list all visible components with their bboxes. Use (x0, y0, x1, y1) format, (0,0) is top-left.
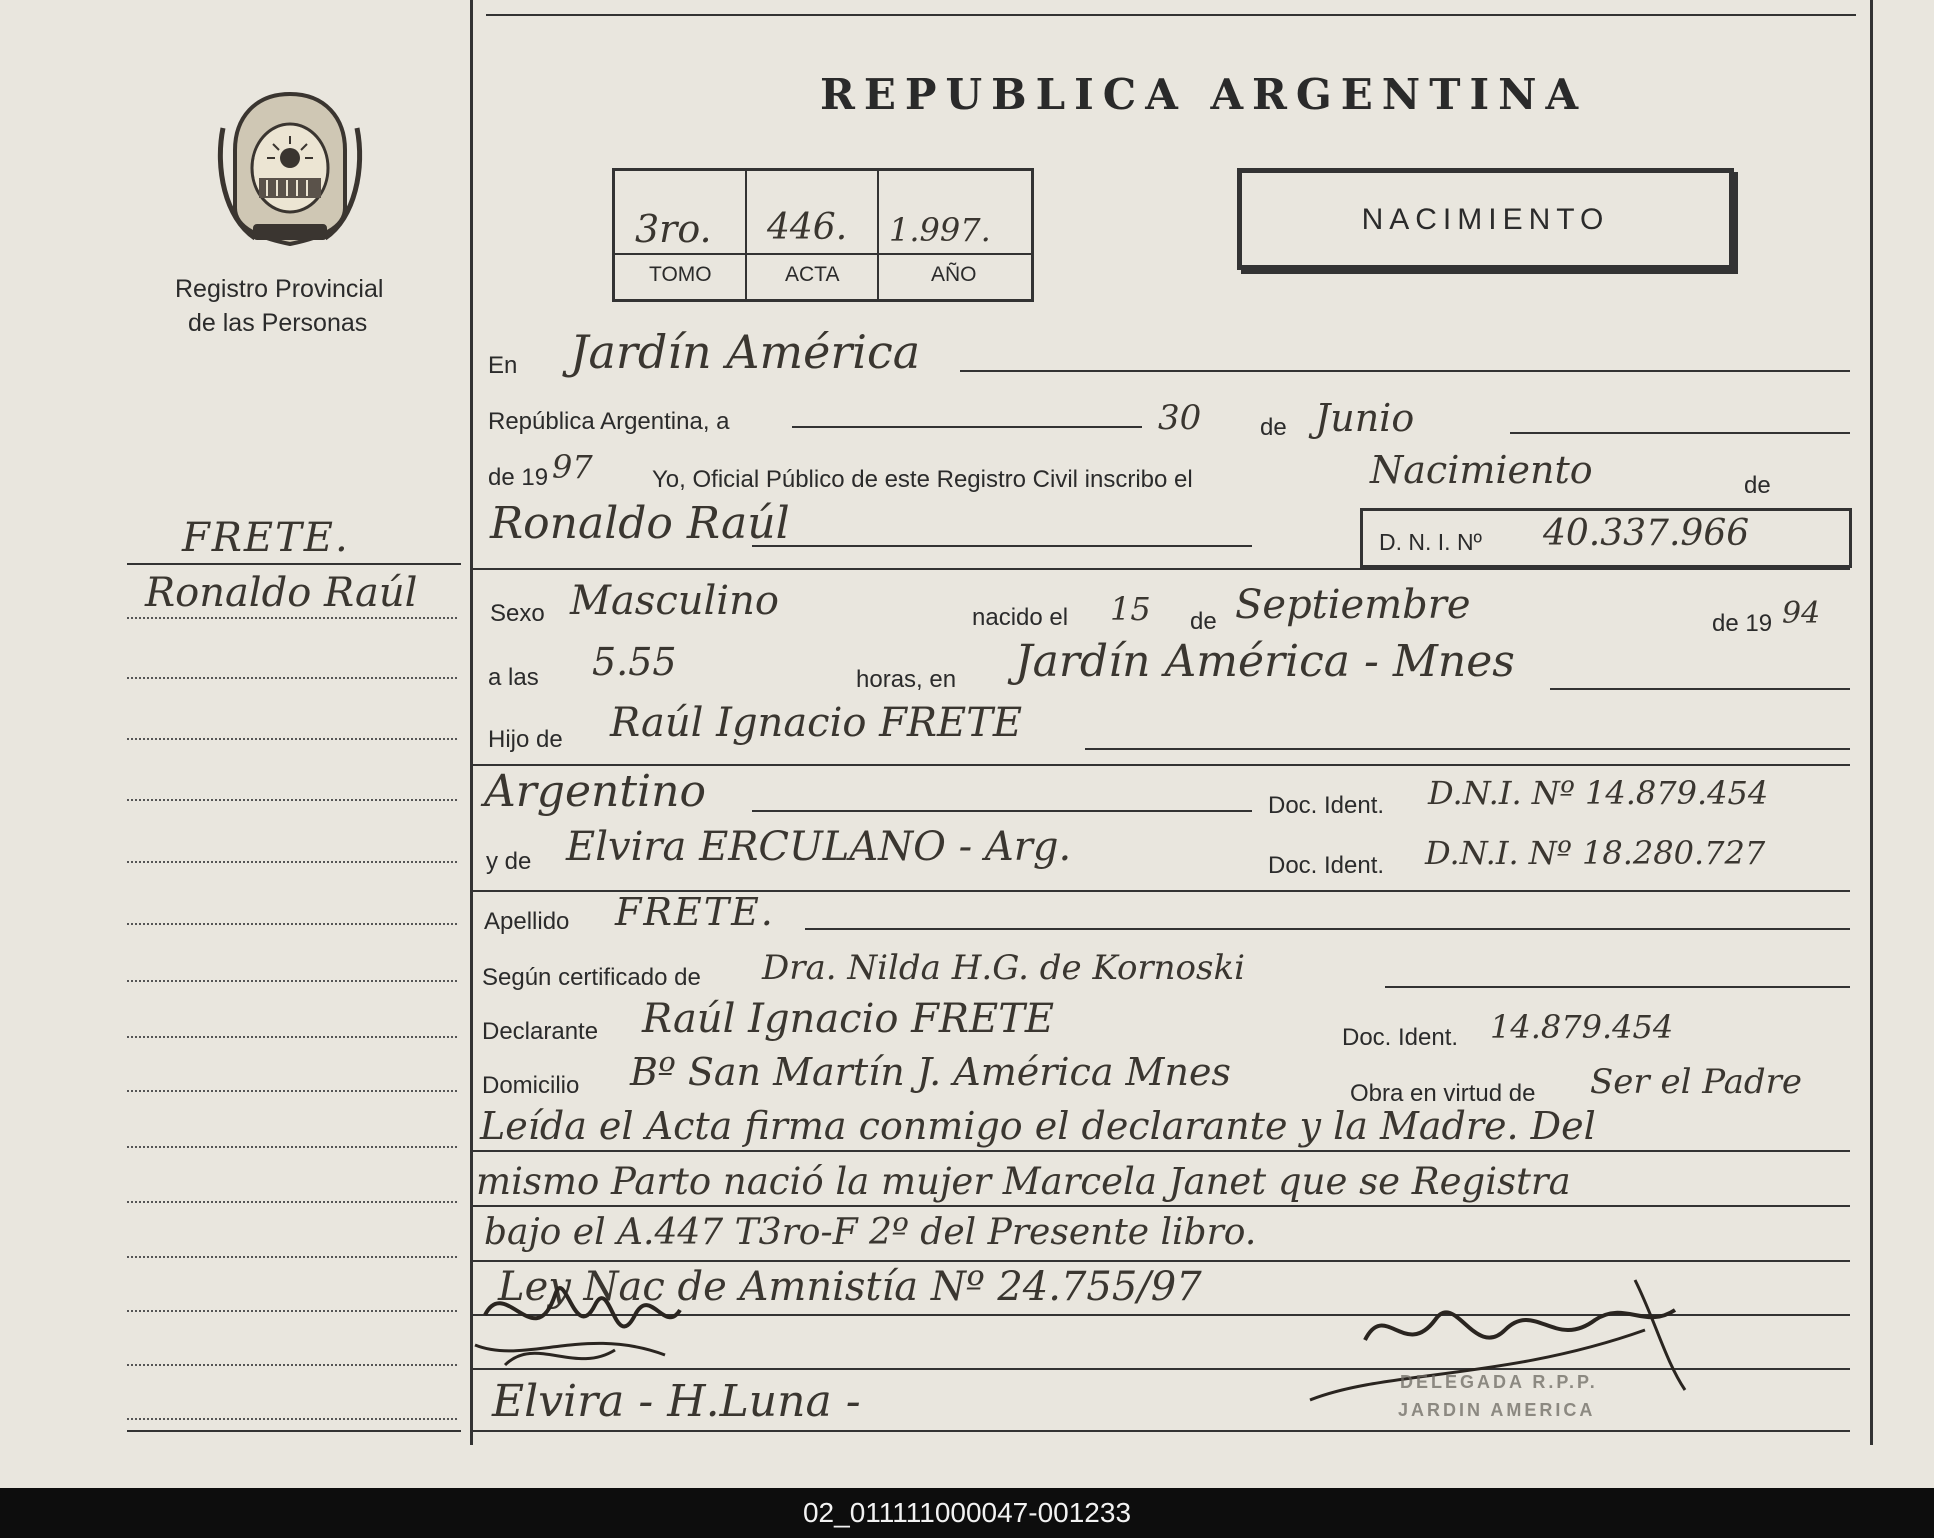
registry-name-line1: Registro Provincial (175, 275, 384, 303)
y-de-label: y de (486, 848, 532, 875)
day-value: 30 (1158, 398, 1202, 438)
birth-year-suffix: 94 (1782, 596, 1821, 631)
domicilio-value: Bº San Martín J. América Mnes (630, 1050, 1231, 1094)
tomo-label: TOMO (649, 263, 712, 286)
provincial-seal-icon (215, 88, 365, 250)
fill-line (1510, 432, 1850, 434)
margin-dotted-line (127, 1090, 457, 1092)
fill-line (752, 545, 1252, 547)
ano-label: AÑO (931, 263, 977, 286)
certificate-by: Dra. Nilda H.G. de Kornoski (762, 948, 1245, 988)
fill-line (752, 810, 1252, 812)
fill-line (960, 370, 1850, 372)
fill-line (1385, 986, 1850, 988)
mother-name: Elvira ERCULANO - Arg. (566, 824, 1072, 870)
apellido-label: Apellido (484, 908, 570, 935)
act-type-value: Nacimiento (1370, 448, 1593, 492)
acta-value: 446. (767, 207, 848, 248)
child-name: Ronaldo Raúl (490, 498, 790, 549)
segun-label: Según certificado de (482, 964, 701, 991)
notes-line-1: Leída el Acta firma conmigo el declarante y la Madre. Del (480, 1104, 1596, 1148)
fill-line (1550, 688, 1850, 690)
fill-line (470, 568, 1850, 570)
obra-label: Obra en virtud de (1350, 1080, 1536, 1107)
domicilio-label: Domicilio (482, 1072, 580, 1099)
fill-line (1085, 748, 1850, 750)
fill-line (470, 1150, 1850, 1152)
stamp-line-2: JARDIN AMERICA (1398, 1400, 1596, 1420)
apellido-value: FRETE. (615, 890, 775, 934)
tomo-value: 3ro. (635, 207, 712, 251)
sexo-value: Masculino (570, 578, 779, 624)
acta-label: ACTA (785, 263, 840, 286)
place-value: Jardín América (570, 325, 921, 379)
margin-dotted-line (127, 738, 457, 740)
sexo-label: Sexo (490, 600, 545, 627)
official-signature-icon (465, 1255, 695, 1385)
margin-dotted-line (127, 799, 457, 801)
obra-value: Ser el Padre (1590, 1062, 1803, 1102)
document-title: REPUBLICA ARGENTINA (820, 70, 1588, 119)
margin-dotted-line (127, 980, 457, 982)
margin-surname: FRETE. (182, 515, 350, 561)
mother-doc: D.N.I. Nº 18.280.727 (1425, 834, 1766, 872)
margin-dotted-line (127, 1364, 457, 1366)
left-margin-column (0, 0, 470, 1488)
margin-line-top (127, 563, 461, 565)
father-nationality: Argentino (484, 766, 706, 817)
birth-day: 15 (1110, 590, 1151, 628)
a-las-label: a las (488, 664, 539, 691)
de-label: de (1260, 414, 1287, 441)
margin-dotted-line (127, 1310, 457, 1312)
republica-label: República Argentina, a (488, 408, 730, 435)
ano-value: 1.997. (889, 211, 991, 249)
document-type: NACIMIENTO (1361, 203, 1610, 236)
birth-month: Septiembre (1235, 582, 1471, 628)
notes-line-2: mismo Parto nació la mujer Marcela Janet que se Registra (476, 1160, 1571, 1203)
margin-dotted-line (127, 923, 457, 925)
father-name: Raúl Ignacio FRETE (610, 700, 1023, 746)
margin-dotted-line (127, 677, 457, 679)
fill-line (805, 928, 1850, 930)
official-stamp (1390, 1370, 1710, 1430)
dni-box (1360, 508, 1852, 568)
month-value: Junio (1315, 396, 1415, 440)
margin-dotted-line (127, 1146, 457, 1148)
stamp-line-1: DELEGADA R.P.P. (1400, 1372, 1598, 1392)
margin-dotted-line (127, 1418, 457, 1420)
declarante-label: Declarante (482, 1018, 599, 1045)
birth-time: 5.55 (592, 640, 677, 684)
year-suffix: 97 (552, 448, 593, 486)
birth-place: Jardín América - Mnes (1015, 636, 1515, 687)
registry-name-line2: de las Personas (188, 309, 368, 337)
oficial-text: Yo, Oficial Público de este Registro Civil inscribo el (652, 466, 1193, 493)
mother-doc-label: Doc. Ident. (1268, 852, 1385, 879)
margin-given-names: Ronaldo Raúl (145, 570, 418, 616)
father-doc: D.N.I. Nº 14.879.454 (1428, 774, 1769, 812)
margin-dotted-line (127, 1036, 457, 1038)
father-doc-label: Doc. Ident. (1268, 792, 1385, 819)
image-id-footer: 02_011111000047-001233 (0, 1488, 1934, 1538)
en-label: En (488, 352, 518, 379)
fill-line (470, 1430, 1850, 1432)
notes-line-4: Ley Nac de Amnistía Nº 24.755/97 (498, 1264, 1202, 1310)
margin-dotted-line (127, 1201, 457, 1203)
hijo-label: Hijo de (488, 726, 563, 753)
dni-label: D. N. I. Nº (1379, 529, 1482, 555)
fill-line (470, 1205, 1850, 1207)
year-prefix: de 19 (488, 464, 549, 491)
witness-signature: Elvira - H.Luna - (492, 1376, 861, 1427)
horas-label: horas, en (856, 666, 957, 693)
birth-year-prefix: de 19 (1712, 610, 1773, 637)
declarante-doc: 14.879.454 (1490, 1008, 1674, 1046)
margin-dotted-line (127, 1256, 457, 1258)
margin-dotted-line (127, 617, 457, 619)
de-label-3: de (1190, 608, 1217, 635)
de-label-2: de (1744, 472, 1771, 499)
margin-line-bottom (127, 1430, 461, 1432)
declarante-doc-label: Doc. Ident. (1342, 1024, 1459, 1051)
nacido-label: nacido el (972, 604, 1069, 631)
margin-dotted-line (127, 861, 457, 863)
dni-value: 40.337.966 (1543, 513, 1750, 554)
declarante-value: Raúl Ignacio FRETE (642, 996, 1055, 1042)
right-border (1870, 0, 1873, 1445)
fill-line (792, 426, 1142, 428)
notes-line-3: bajo el A.447 T3ro-F 2º del Presente libro. (484, 1212, 1257, 1253)
